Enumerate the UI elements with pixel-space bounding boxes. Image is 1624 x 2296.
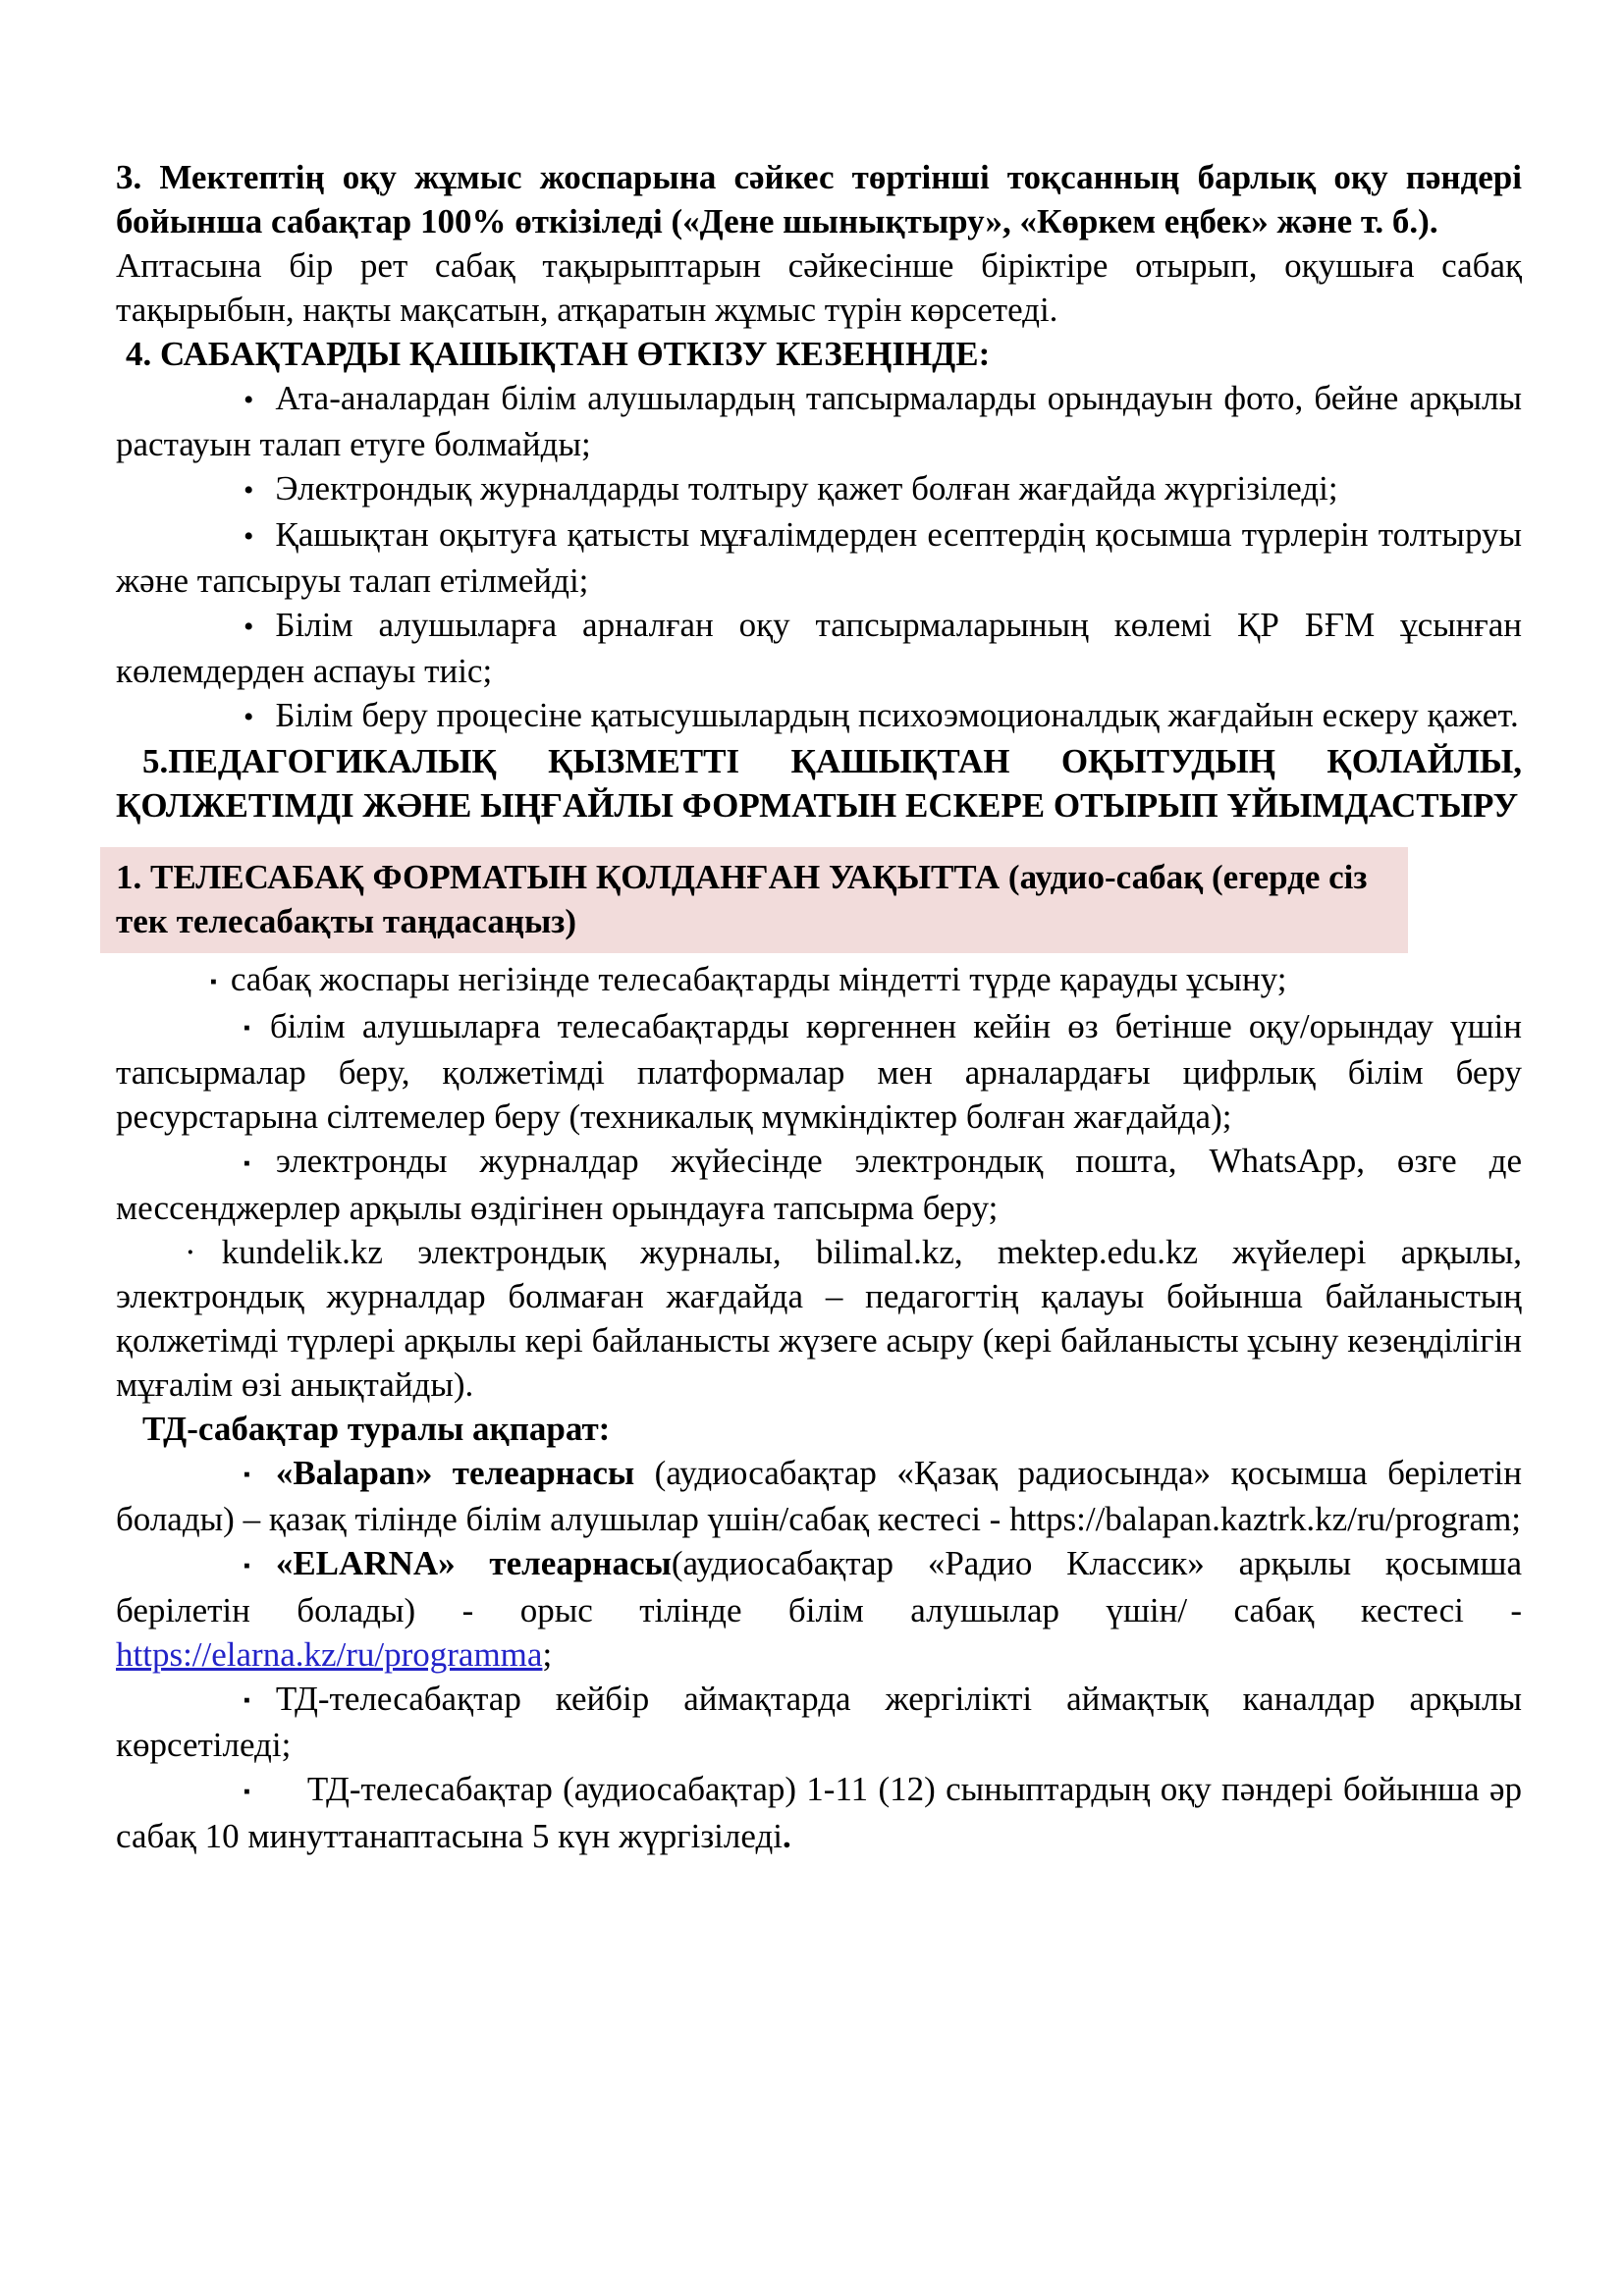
text-run: «Balapan» телеарнасы xyxy=(275,1453,635,1492)
bullet-item-task-volume xyxy=(116,603,1522,693)
bullet-marker-icon: • xyxy=(244,701,254,733)
square-item-self-study xyxy=(116,1004,1522,1140)
text-run: сабақ жоспары негізінде телесабақтарды міндетті түрде қарауды ұсыну; xyxy=(230,960,1287,998)
dot-item-kundelik xyxy=(116,1230,1522,1407)
text-run: «ELARNA» телеарнасы xyxy=(275,1544,672,1583)
square-item-schedule xyxy=(116,1767,1522,1858)
square-item-messengers xyxy=(116,1139,1522,1230)
square-item-balapan xyxy=(116,1451,1522,1542)
text-run: ТД-телесабақтар кейбір аймақтарда жергілікті аймақтық каналдар арқылы көрсетіледі; xyxy=(116,1679,1522,1765)
document-body xyxy=(116,155,1522,1858)
text-run: электронды журналдар жүйесінде электрондық пошта, WhatsApp, өзге де мессенджерлер арқылы өздігінен орындауға тапсырма беру; xyxy=(116,1142,1522,1227)
text-run: ТД-сабақтар туралы ақпарат: xyxy=(142,1409,611,1448)
bullet-marker-icon: • xyxy=(244,384,254,416)
text-run: (аудиосабақтар «Қазақ радиосында» қосымша берілетін болады) – қазақ тілінде білім алушылар үшін/сабақ кестесі - https://balapan.kaztrk.kz/ru/program; xyxy=(116,1453,1523,1539)
heading-section-4 xyxy=(116,332,1522,376)
text-run: 5.ПЕДАГОГИКАЛЫҚ ҚЫЗМЕТТІ ҚАШЫҚТАН ОҚЫТУДЫҢ ҚОЛАЙЛЫ, ҚОЛЖЕТІМДІ ЖӘНЕ ЫҢҒАЙЛЫ ФОРМАТЫН ЕСКЕРЕ ОТЫРЫП ҰЙЫМДАСТЫРУ xyxy=(116,742,1522,825)
bullet-item-e-journals xyxy=(116,466,1522,512)
bullet-item-teacher-reports xyxy=(116,512,1522,603)
bullet-marker-icon: ▪ xyxy=(244,1690,250,1712)
text-run: Аптасына бір рет сабақ тақырыптарын сәйкесінше біріктіре отырып, оқушыға сабақ тақырыбын, нақты мақсатын, атқаратын жұмыс түрін көрсетеді. xyxy=(116,246,1522,329)
bullet-marker-icon: ▪ xyxy=(244,1018,250,1040)
bullet-item-psycho-emotional xyxy=(116,693,1522,739)
highlighted-heading-tv-format xyxy=(100,847,1408,953)
text-run: . xyxy=(782,1816,791,1855)
text-run: ТД-телесабақтар (аудиосабақтар) 1-11 (12) сыныптардың оқу пәндері бойынша әр сабақ 10 минуттанаптасына 5 күн жүргізіледі xyxy=(116,1770,1522,1855)
text-run: Қашықтан оқытуға қатысты мұғалімдерден есептердің қосымша түрлерін толтыруы және тапсыруы талап етілмейді; xyxy=(116,515,1522,600)
bullet-marker-icon: ▪ xyxy=(244,1152,250,1174)
bullet-marker-icon: ▪ xyxy=(244,1555,250,1576)
bullet-marker-icon: ▪ xyxy=(244,1465,250,1486)
heading-section-5 xyxy=(116,739,1522,828)
text-run: Білім беру процесіне қатысушылардың психоэмоционалдық жағдайын ескеру қажет. xyxy=(275,696,1519,734)
text-run: 3. Мектептің оқу жұмыс жоспарына сәйкес төртінші тоқсанның барлық оқу пәндері бойынша сабақтар 100% өткізіледі («Дене шынықтыру», «Көркем еңбек» және т. б.). xyxy=(116,158,1522,240)
text-run: Ата-аналардан білім алушылардың тапсырмаларды орындауын фото, бейне арқылы растауын талап етуге болмайды; xyxy=(116,379,1522,463)
text-run: 4. САБАҚТАРДЫ ҚАШЫҚТАН ӨТКІЗУ КЕЗЕҢІНДЕ: xyxy=(126,335,991,373)
text-run: 1. ТЕЛЕСАБАҚ ФОРМАТЫН ҚОЛДАНҒАН УАҚЫТТА (аудио-сабақ (егерде сіз тек телесабақты таңдасаңыз) xyxy=(116,858,1368,940)
text-run: kundelik.kz электрондық журналы, bilimal.kz, mektep.edu.kz жүйелері арқылы, электрондық журналдар болмаған жағдайда – педагогтің қалауы бойынша байланыстың қолжетімді түрлері арқылы кері байланысты жүзеге асыру (кері байланысты ұсыну кезеңділігін мұғалім өзі анықтайды). xyxy=(116,1232,1522,1404)
square-item-elarna xyxy=(116,1541,1522,1677)
text-run: білім алушыларға телесабақтарды көргеннен кейін өз бетінше оқу/орындау үшін тапсырмалар беру, қолжетімді платформалар мен арналардағы цифрлық білім беру ресурстарына сілтемелер беру (техникалық мүмкіндіктер болған жағдайда); xyxy=(116,1006,1522,1137)
heading-section-3 xyxy=(116,155,1522,243)
bullet-marker-icon: • xyxy=(244,611,254,643)
bullet-marker-icon: · xyxy=(185,1232,196,1271)
bullet-marker-icon: ▪ xyxy=(210,971,217,992)
bullet-item-parents-proof xyxy=(116,376,1522,466)
text-run: (аудиосабақтар «Радио Классик» арқылы қосымша берілетін болады) - орыс тілінде білім алушылар үшін/ сабақ кестесі - xyxy=(116,1544,1522,1629)
text-run: Білім алушыларға арналған оқу тапсырмаларының көлемі ҚР БҒМ ұсынған көлемдерден аспауы тиіс; xyxy=(116,606,1522,690)
heading-td-info xyxy=(116,1407,1522,1451)
square-item-lesson-plan xyxy=(116,957,1522,1004)
bullet-marker-icon: • xyxy=(244,474,254,507)
text-run: ; xyxy=(542,1634,553,1674)
square-item-regional-channels xyxy=(116,1677,1522,1768)
bullet-marker-icon: ▪ xyxy=(244,1781,250,1802)
bullet-marker-icon: • xyxy=(244,520,254,553)
paragraph-weekly-merge xyxy=(116,243,1522,332)
text-run: Электрондық журналдарды толтыру қажет болған жағдайда жүргізіледі; xyxy=(275,469,1338,507)
elarna-schedule-link[interactable]: https://elarna.kz/ru/programma xyxy=(116,1634,543,1674)
